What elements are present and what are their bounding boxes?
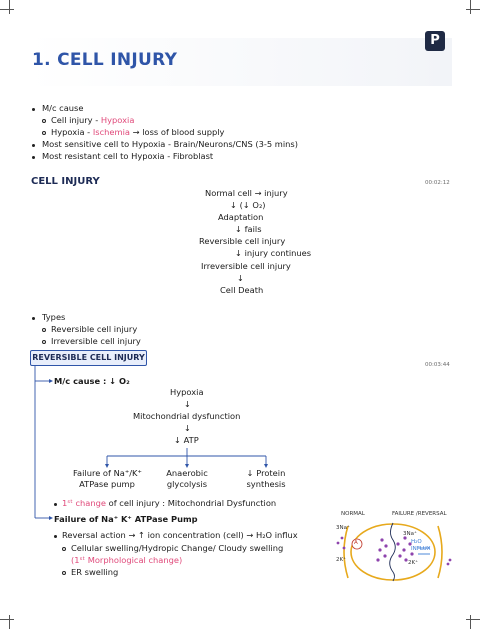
diagram-influx: INFLUX bbox=[411, 546, 431, 552]
bullet-icon bbox=[54, 535, 57, 538]
flow-step: ↓ ATP bbox=[174, 435, 199, 445]
branch-protein-synthesis: ↓ Protein synthesis bbox=[246, 468, 286, 489]
types-item: Irreversible cell injury bbox=[51, 336, 141, 346]
flow-step: ↓ bbox=[184, 423, 191, 433]
diagram-k-right: 2K⁺ bbox=[408, 560, 419, 566]
diagram-h2o: H₂O bbox=[411, 539, 422, 545]
flow-step: ↓ bbox=[184, 399, 191, 409]
diagram-na-right: 3Na⁺ bbox=[403, 531, 417, 537]
flow-step: Hypoxia bbox=[170, 387, 204, 397]
flow-step: Mitochondrial dysfunction bbox=[133, 411, 241, 421]
intro-resistant: Most resistant cell to Hypoxia - Fibroblast bbox=[42, 151, 214, 161]
flow-step: ↓ injury continues bbox=[235, 248, 312, 258]
first-change: 1ˢᵗ change of cell injury : Mitochondrial Dysfunction bbox=[62, 498, 277, 508]
pump-heading: Failure of Na⁺ K⁺ ATPase Pump bbox=[54, 514, 198, 524]
diagram-label-failure: FAILURE /REVERSAL bbox=[392, 511, 447, 517]
flow-step: Normal cell → injury bbox=[205, 188, 288, 198]
reversible-mc-cause: M/c cause : ↓ O₂ bbox=[54, 376, 130, 386]
diagram-pump: A bbox=[354, 540, 358, 546]
flow-step: Reversible cell injury bbox=[199, 236, 286, 246]
diagram-label-normal: NORMAL bbox=[341, 511, 365, 517]
reversal-text: Reversal action → ↑ ion concentration (cell) → H₂O influx bbox=[62, 530, 298, 540]
types-item: Reversible cell injury bbox=[51, 324, 138, 334]
flow-step: Adaptation bbox=[218, 212, 264, 222]
er-swelling: ER swelling bbox=[71, 567, 119, 577]
flow-step: Cell Death bbox=[220, 285, 264, 295]
flow-step: Irreversible cell injury bbox=[201, 261, 291, 271]
types-label: Types bbox=[42, 312, 66, 322]
branch-na-k-pump: Failure of Na⁺/K⁺ ATPase pump bbox=[73, 468, 142, 489]
bullet-icon bbox=[54, 503, 57, 506]
sub-bullet-icon bbox=[62, 571, 66, 575]
timestamp: 00:03:44 bbox=[425, 362, 450, 368]
flow-step: ↓ fails bbox=[235, 224, 262, 234]
section-heading-reversible: REVERSIBLE CELL INJURY bbox=[30, 350, 147, 366]
section-heading-cell-injury: CELL INJURY bbox=[31, 176, 100, 187]
branch-glycolysis: Anaerobic glycolysis bbox=[166, 468, 208, 489]
diagram-k-left: 2K⁺ bbox=[336, 557, 347, 563]
swelling-text: Cellular swelling/Hydropic Change/ Cloudy swelling bbox=[71, 543, 284, 553]
timestamp: 00:02:12 bbox=[425, 180, 450, 186]
page-title: 1. CELL INJURY bbox=[32, 50, 178, 70]
intro-sensitive: Most sensitive cell to Hypoxia - Brain/Neurons/CNS (3-5 mins) bbox=[42, 139, 298, 149]
intro-sub2: Hypoxia - Ischemia → loss of blood supply bbox=[51, 127, 225, 137]
logo-icon: P bbox=[425, 31, 445, 51]
intro-mc-cause: M/c cause bbox=[42, 103, 84, 113]
diagram-na-left: 3Na⁺ bbox=[336, 525, 350, 531]
flow-step: ↓ (↓ O₂) bbox=[230, 200, 266, 210]
sub-bullet-icon bbox=[62, 547, 66, 551]
intro-sub1: Cell injury - Hypoxia bbox=[51, 115, 135, 125]
morph-change: (1ˢᵗ Morphological change) bbox=[71, 555, 183, 565]
flow-step: ↓ bbox=[237, 273, 244, 283]
